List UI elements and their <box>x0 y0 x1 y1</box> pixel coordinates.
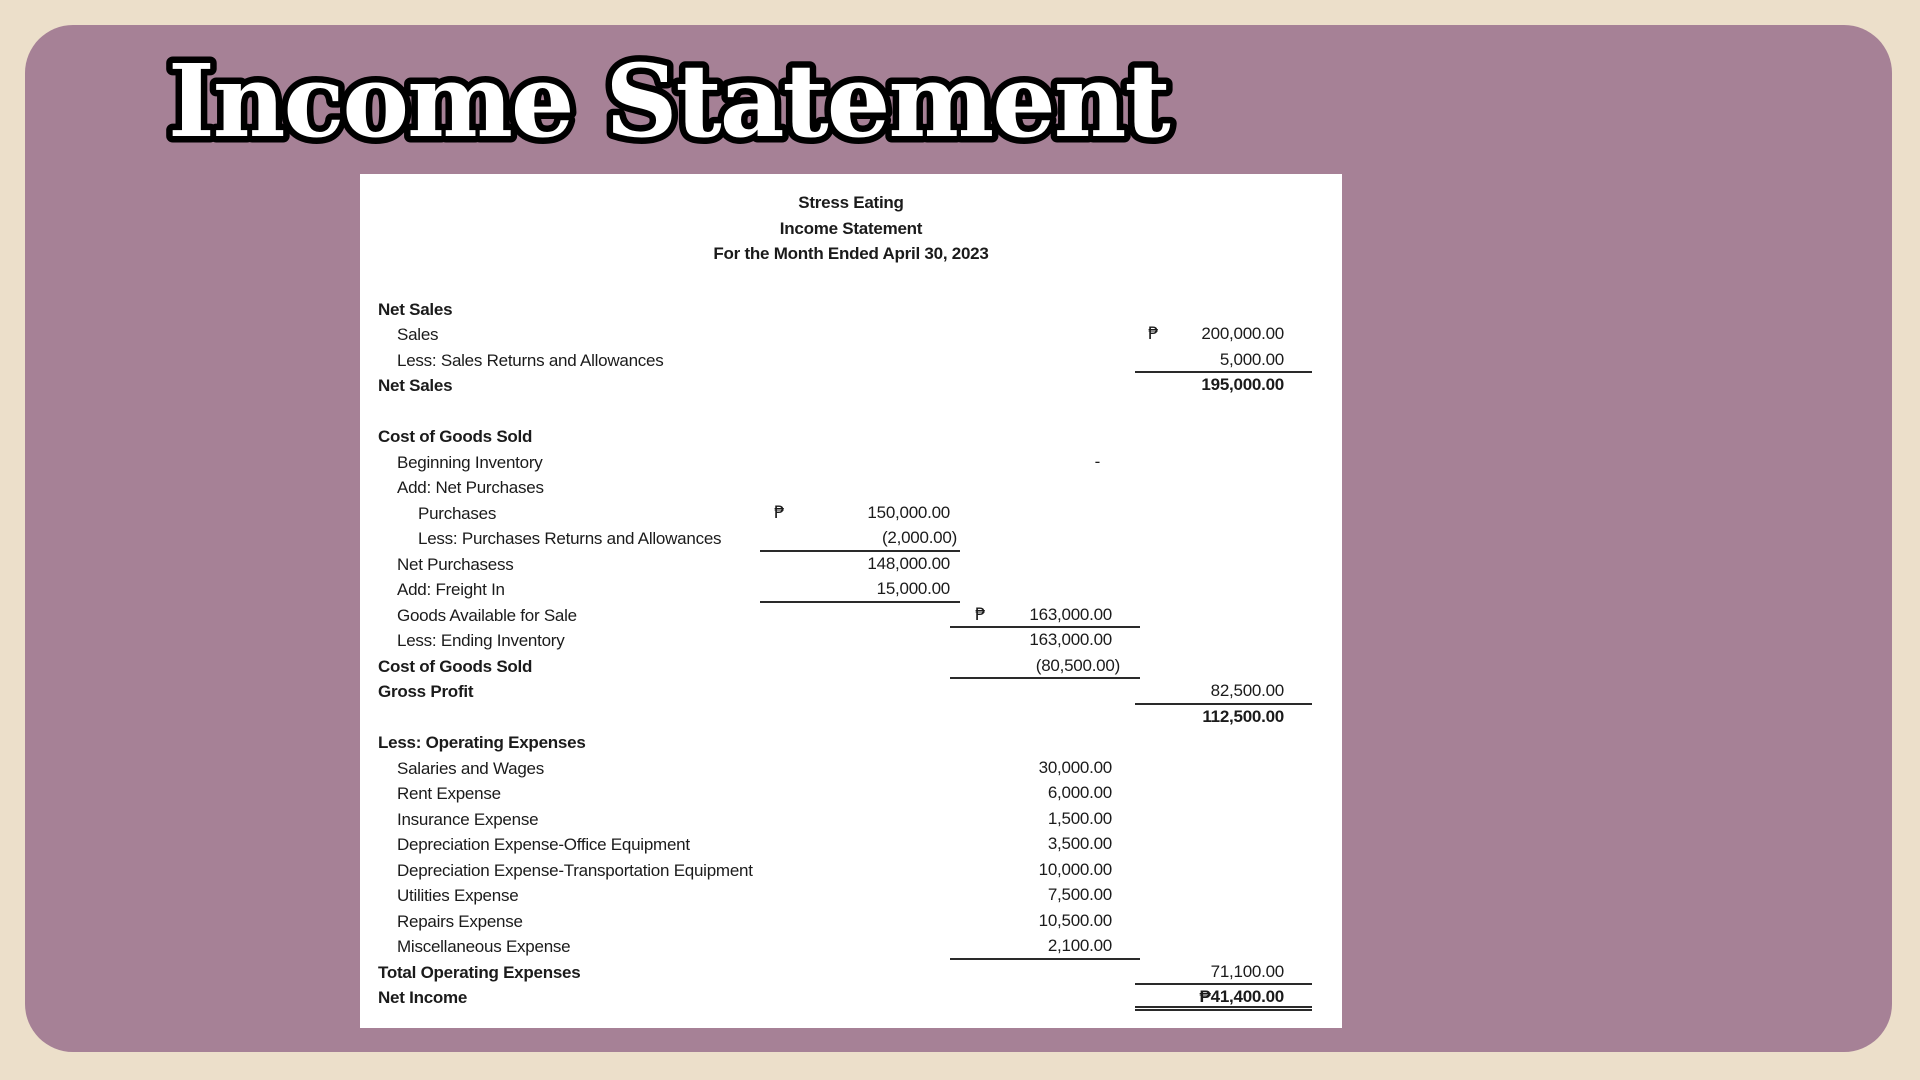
row-label: Net Income <box>378 988 468 1007</box>
statement-row <box>360 883 1342 909</box>
statement-header <box>360 190 1342 267</box>
row-label: Add: Freight In <box>397 580 505 599</box>
row-value: 200,000.00 <box>1201 324 1284 343</box>
row-value: 6,000.00 <box>1047 783 1112 802</box>
row-label: Sales <box>397 325 439 344</box>
row-label: Salaries and Wages <box>397 758 545 778</box>
row-label: Miscellaneous Expense <box>397 937 571 956</box>
row-value: ₱41,400.00 <box>1135 985 1312 1011</box>
statement-row <box>360 603 1342 629</box>
row-label: Depreciation Expense-Transportation Equipment <box>397 860 753 880</box>
row-label: Net Sales <box>378 299 453 319</box>
row-value: 71,100.00 <box>1135 960 1312 986</box>
row-value: 5,000.00 <box>1135 348 1312 374</box>
statement-row <box>360 705 1342 731</box>
statement-row <box>360 807 1342 833</box>
row-label: Less: Sales Returns and Allowances <box>397 350 664 370</box>
statement-row <box>360 679 1342 705</box>
income-statement-sheet <box>360 174 1342 1028</box>
row-label: Beginning Inventory <box>397 452 543 472</box>
statement-row <box>360 297 1342 323</box>
row-value: 82,500.00 <box>1135 679 1312 705</box>
statement-row <box>360 960 1342 986</box>
row-label: Rent Expense <box>397 784 501 803</box>
statement-row <box>360 577 1342 603</box>
company-name: Stress Eating <box>798 193 904 212</box>
row-label: Less: Ending Inventory <box>397 631 565 650</box>
statement-row <box>360 832 1342 858</box>
row-value: 10,500.00 <box>1038 910 1112 930</box>
peso-sign: ₱ <box>975 604 986 625</box>
row-label: Purchases <box>418 503 497 523</box>
spacer-row <box>360 399 1342 425</box>
row-label: Utilities Expense <box>397 886 519 905</box>
row-label: Net Purchasess <box>397 554 514 574</box>
row-label: Add: Net Purchases <box>397 478 544 497</box>
row-value: 163,000.00 <box>1029 630 1112 649</box>
statement-row <box>360 654 1342 680</box>
page-title-art <box>158 38 1278 173</box>
statement-row <box>360 526 1342 552</box>
row-value: 2,100.00 <box>950 934 1140 960</box>
statement-row <box>360 450 1342 476</box>
row-label: Repairs Expense <box>397 911 523 931</box>
statement-rows <box>360 297 1342 1011</box>
row-value: 7,500.00 <box>1047 885 1112 904</box>
row-value: 10,000.00 <box>1038 859 1112 879</box>
row-value: 195,000.00 <box>1201 375 1284 394</box>
row-value: 112,500.00 <box>1202 706 1284 726</box>
peso-sign: ₱ <box>1148 324 1159 344</box>
row-value: 15,000.00 <box>760 577 960 603</box>
row-label: Depreciation Expense-Office Equipment <box>397 835 690 854</box>
row-value: 163,000.00 <box>950 603 1140 629</box>
statement-row <box>360 348 1342 374</box>
statement-row <box>360 730 1342 756</box>
statement-row <box>360 781 1342 807</box>
statement-row <box>360 934 1342 960</box>
statement-title: Income Statement <box>779 218 923 238</box>
row-label: Cost of Goods Sold <box>378 656 533 676</box>
row-value: (2,000.00) <box>760 526 960 552</box>
statement-period: For the Month Ended April 30, 2023 <box>713 244 989 263</box>
row-value: - <box>1094 451 1100 471</box>
statement-row <box>360 909 1342 935</box>
row-value: 148,000.00 <box>867 553 950 573</box>
statement-row <box>360 373 1342 399</box>
statement-row <box>360 475 1342 501</box>
row-label: Cost of Goods Sold <box>378 427 533 446</box>
statement-row <box>360 552 1342 578</box>
row-value: (80,500.00) <box>950 654 1140 680</box>
statement-row <box>360 424 1342 450</box>
row-label: Net Sales <box>378 376 453 395</box>
statement-row <box>360 985 1342 1011</box>
statement-row <box>360 501 1342 527</box>
row-value: 150,000.00 <box>867 502 950 522</box>
row-label: Insurance Expense <box>397 809 539 829</box>
row-label: Total Operating Expenses <box>378 962 581 982</box>
row-label: Gross Profit <box>378 682 474 701</box>
row-value: 1,500.00 <box>1047 808 1112 828</box>
page-title: Income Statement <box>168 42 1169 160</box>
statement-row <box>360 322 1342 348</box>
row-label: Less: Operating Expenses <box>378 733 586 752</box>
row-value: 3,500.00 <box>1047 834 1112 853</box>
row-value: 30,000.00 <box>1038 757 1112 777</box>
statement-row <box>360 628 1342 654</box>
statement-row <box>360 756 1342 782</box>
peso-sign: ₱ <box>774 502 785 523</box>
row-label: Less: Purchases Returns and Allowances <box>418 529 722 548</box>
row-label: Goods Available for Sale <box>397 605 577 625</box>
statement-row <box>360 858 1342 884</box>
